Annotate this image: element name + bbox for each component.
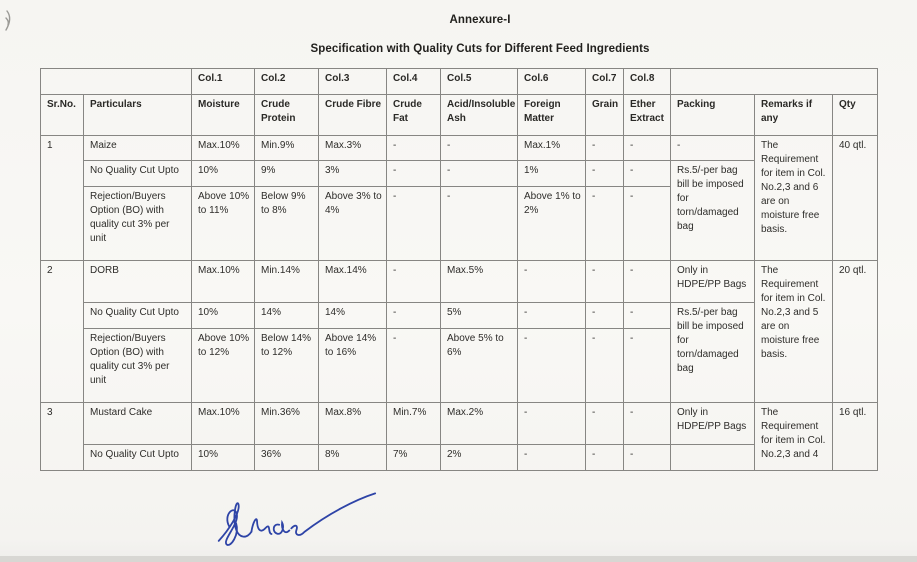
value-cell: - bbox=[387, 303, 441, 329]
value-cell: - bbox=[518, 403, 586, 445]
no-cut-row bbox=[41, 445, 878, 471]
value-cell: - bbox=[441, 136, 518, 161]
value-cell: 9% bbox=[255, 161, 319, 187]
qty-cell: 20 qtl. bbox=[833, 261, 878, 403]
header-packing: Packing bbox=[671, 95, 755, 136]
page-subtitle: Specification with Quality Cuts for Different Feed Ingredients bbox=[310, 43, 650, 55]
signature-scribble bbox=[212, 483, 389, 555]
no-cut-row bbox=[41, 161, 878, 187]
header-crude-fat: Crude Fat bbox=[387, 95, 441, 136]
value-cell: Min.36% bbox=[255, 403, 319, 445]
header-col6: Col.6 bbox=[518, 69, 586, 95]
value-cell: - bbox=[441, 187, 518, 261]
value-cell: - bbox=[586, 403, 624, 445]
header-crude-fibre: Crude Fibre bbox=[319, 95, 387, 136]
particulars-cell: DORB bbox=[84, 261, 192, 303]
value-cell: - bbox=[387, 161, 441, 187]
value-cell: Max.3% bbox=[319, 136, 387, 161]
sr-cell: 1 bbox=[41, 136, 84, 261]
value-cell: Below 14% to 12% bbox=[255, 329, 319, 403]
header-ash: Acid/Insoluble Ash bbox=[441, 95, 518, 136]
value-cell: - bbox=[387, 261, 441, 303]
spec-table bbox=[40, 68, 878, 471]
value-cell: - bbox=[624, 261, 671, 303]
packing-cell: - bbox=[671, 136, 755, 161]
value-cell: - bbox=[586, 136, 624, 161]
empty-header-cell bbox=[41, 69, 192, 95]
empty-header-cell bbox=[671, 69, 878, 95]
particulars-cell: Rejection/Buyers Option (BO) with quality cut 3% per unit bbox=[84, 329, 192, 403]
value-cell: Max.10% bbox=[192, 403, 255, 445]
qty-cell: 16 qtl. bbox=[833, 403, 878, 471]
item-spec-row bbox=[41, 261, 878, 303]
value-cell: 1% bbox=[518, 161, 586, 187]
value-cell: - bbox=[586, 261, 624, 303]
value-cell: 10% bbox=[192, 161, 255, 187]
header-col2: Col.2 bbox=[255, 69, 319, 95]
value-cell: - bbox=[586, 303, 624, 329]
value-cell: Max.8% bbox=[319, 403, 387, 445]
header-moisture: Moisture bbox=[192, 95, 255, 136]
header-col3: Col.3 bbox=[319, 69, 387, 95]
qty-cell: 40 qtl. bbox=[833, 136, 878, 261]
value-cell: Max.10% bbox=[192, 136, 255, 161]
value-cell: 10% bbox=[192, 303, 255, 329]
sr-cell: 2 bbox=[41, 261, 84, 403]
value-cell: Above 1% to 2% bbox=[518, 187, 586, 261]
value-cell: 10% bbox=[192, 445, 255, 471]
remarks-cell: The Requirement for item in Col. No.2,3 and 5 are on moisture free basis. bbox=[755, 261, 833, 403]
value-cell: - bbox=[624, 187, 671, 261]
value-cell: - bbox=[518, 261, 586, 303]
header-col7: Col.7 bbox=[586, 69, 624, 95]
value-cell: - bbox=[586, 161, 624, 187]
value-cell: 5% bbox=[441, 303, 518, 329]
item-spec-row bbox=[41, 136, 878, 161]
value-cell: Max.5% bbox=[441, 261, 518, 303]
value-cell: 8% bbox=[319, 445, 387, 471]
value-cell: - bbox=[387, 329, 441, 403]
value-cell: Max.2% bbox=[441, 403, 518, 445]
item-spec-row bbox=[41, 403, 878, 445]
particulars-cell: Rejection/Buyers Option (BO) with quality cut 3% per unit bbox=[84, 187, 192, 261]
col-number-header-row bbox=[41, 69, 878, 95]
header-foreign-matter: Foreign Matter bbox=[518, 95, 586, 136]
value-cell: - bbox=[387, 187, 441, 261]
pen-mark bbox=[2, 8, 16, 34]
sr-cell: 3 bbox=[41, 403, 84, 471]
packing-cell: Only in HDPE/PP Bags bbox=[671, 261, 755, 303]
value-cell: - bbox=[624, 303, 671, 329]
value-cell: - bbox=[624, 445, 671, 471]
header-remarks: Remarks if any bbox=[755, 95, 833, 136]
header-sr-no: Sr.No. bbox=[41, 95, 84, 136]
particulars-cell: Mustard Cake bbox=[84, 403, 192, 445]
value-cell: Min.9% bbox=[255, 136, 319, 161]
packing-cell: Rs.5/-per bag bill be imposed for torn/damaged bag bbox=[671, 161, 755, 261]
value-cell: Above 3% to 4% bbox=[319, 187, 387, 261]
value-cell: Min.7% bbox=[387, 403, 441, 445]
value-cell: Above 10% to 11% bbox=[192, 187, 255, 261]
particulars-cell: No Quality Cut Upto bbox=[84, 303, 192, 329]
value-cell: - bbox=[518, 445, 586, 471]
value-cell: Above 10% to 12% bbox=[192, 329, 255, 403]
value-cell: - bbox=[387, 136, 441, 161]
header-grain: Grain bbox=[586, 95, 624, 136]
value-cell: 3% bbox=[319, 161, 387, 187]
particulars-cell: No Quality Cut Upto bbox=[84, 445, 192, 471]
value-cell: - bbox=[518, 329, 586, 403]
packing-cell: Only in HDPE/PP Bags bbox=[671, 403, 755, 445]
value-cell: 7% bbox=[387, 445, 441, 471]
particulars-cell: No Quality Cut Upto bbox=[84, 161, 192, 187]
field-header-row bbox=[41, 95, 878, 136]
value-cell: - bbox=[518, 303, 586, 329]
value-cell: Below 9% to 8% bbox=[255, 187, 319, 261]
packing-cell: Rs.5/-per bag bill be imposed for torn/damaged bag bbox=[671, 303, 755, 403]
header-col5: Col.5 bbox=[441, 69, 518, 95]
particulars-cell: Maize bbox=[84, 136, 192, 161]
value-cell: 36% bbox=[255, 445, 319, 471]
header-col4: Col.4 bbox=[387, 69, 441, 95]
header-col1: Col.1 bbox=[192, 69, 255, 95]
page-title: Annexure-I bbox=[449, 14, 511, 26]
no-cut-row bbox=[41, 303, 878, 329]
value-cell: Above 5% to 6% bbox=[441, 329, 518, 403]
value-cell: Above 14% to 16% bbox=[319, 329, 387, 403]
value-cell: - bbox=[586, 329, 624, 403]
remarks-cell: The Requirement for item in Col. No.2,3 and 6 are on moisture free basis. bbox=[755, 136, 833, 261]
value-cell: - bbox=[586, 187, 624, 261]
value-cell: Min.14% bbox=[255, 261, 319, 303]
value-cell: - bbox=[624, 136, 671, 161]
value-cell: - bbox=[624, 403, 671, 445]
packing-cell bbox=[671, 445, 755, 471]
value-cell: Max.1% bbox=[518, 136, 586, 161]
value-cell: Max.10% bbox=[192, 261, 255, 303]
value-cell: - bbox=[624, 161, 671, 187]
header-crude-protein: Crude Protein bbox=[255, 95, 319, 136]
value-cell: 14% bbox=[255, 303, 319, 329]
value-cell: 2% bbox=[441, 445, 518, 471]
header-qty: Qty bbox=[833, 95, 878, 136]
header-col8: Col.8 bbox=[624, 69, 671, 95]
value-cell: Max.14% bbox=[319, 261, 387, 303]
header-particulars: Particulars bbox=[84, 95, 192, 136]
value-cell: - bbox=[441, 161, 518, 187]
value-cell: - bbox=[624, 329, 671, 403]
scan-edge bbox=[0, 556, 917, 562]
remarks-cell: The Requirement for item in Col. No.2,3 and 4 bbox=[755, 403, 833, 471]
value-cell: - bbox=[586, 445, 624, 471]
value-cell: 14% bbox=[319, 303, 387, 329]
header-ether-extract: Ether Extract bbox=[624, 95, 671, 136]
